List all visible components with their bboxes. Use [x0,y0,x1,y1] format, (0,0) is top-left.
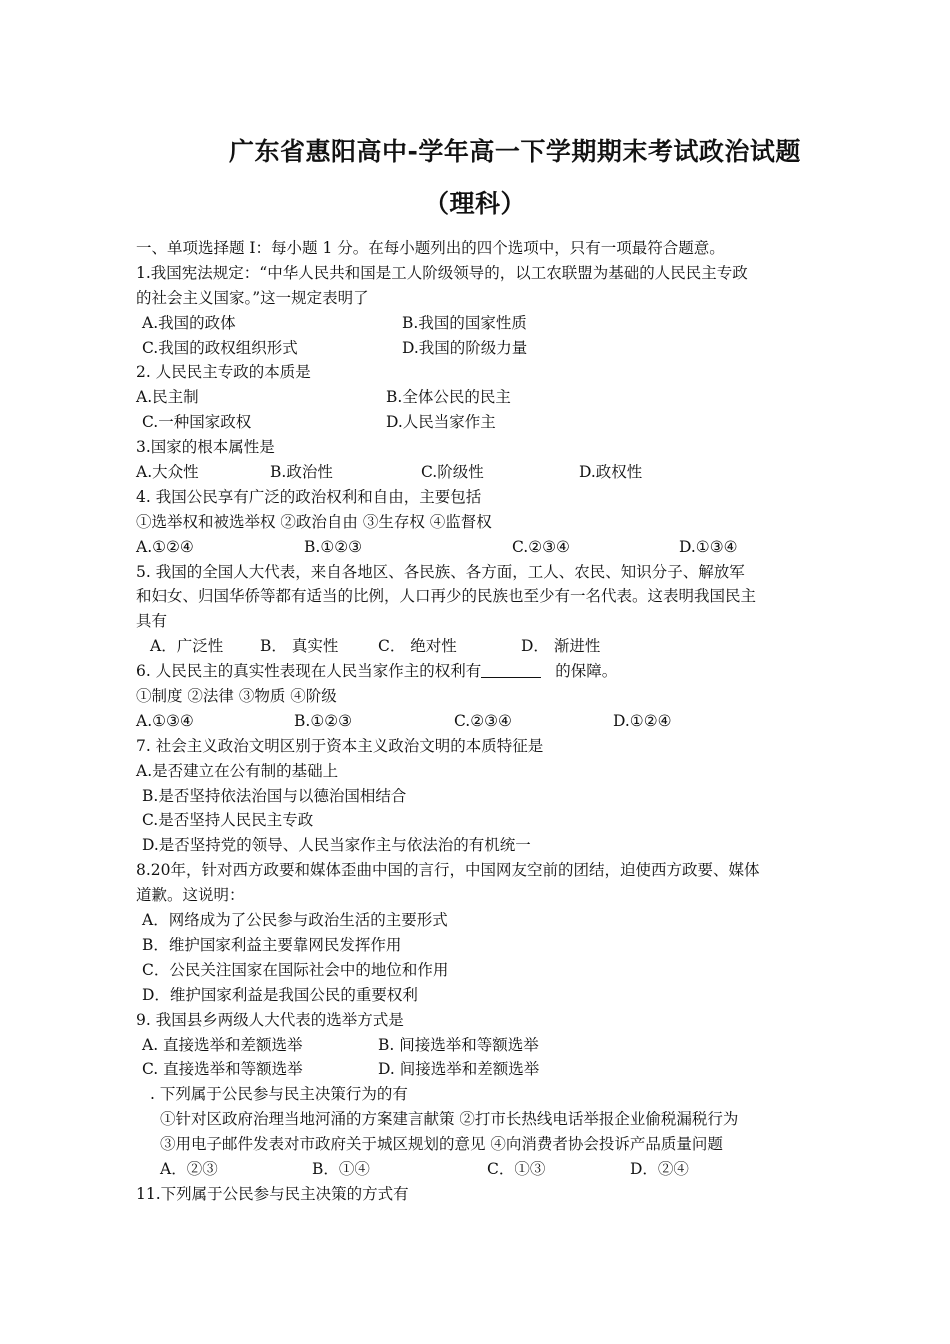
question-7-option-a: A.是否建立在公有制的基础上 [136,761,339,780]
question-7-option-d: D.是否坚持党的领导、人民当家作主与依法治的有机统一 [142,836,531,855]
question-1-options-row2 [136,336,826,361]
question-9-option-c: C. 直接选举和等额选举 [142,1060,303,1079]
question-2-option-a: A.民主制 [136,388,199,407]
question-8-option-d: D．维护国家利益是我国公民的重要权利 [142,985,418,1004]
question-10-items-line1: ①针对区政府治理当地河涌的方案建言献策 ②打市长热线电话举报企业偷税漏税行为 [160,1110,739,1129]
question-1-option-b: B.我国的国家性质 [402,313,527,332]
question-1-options-row1 [136,311,826,336]
question-8-option-c: C．公民关注国家在国际社会中的地位和作用 [142,960,449,979]
question-9-options-row1 [136,1033,826,1058]
question-2-options-row1 [136,385,826,410]
question-9-stem: 9. 我国县乡两级人大代表的选举方式是 [136,1010,404,1029]
question-6-option-b: B.①②③ [294,711,353,730]
question-3-stem: 3.国家的根本属性是 [136,438,275,457]
question-2-stem: 2. 人民民主专政的本质是 [136,363,311,382]
question-10-option-a: A．②③ [160,1159,218,1178]
question-8-stem-line2: 道歉。这说明： [136,886,245,905]
question-5-stem-line1: 5. 我国的全国人大代表，来自各地区、各民族、各方面，工人、农民、知识分子、解放军 [136,562,745,581]
question-3-option-d: D.政权性 [579,463,643,482]
question-8-option-a: A．网络成为了公民参与政治生活的主要形式 [142,911,448,930]
question-10-option-b: B．①④ [312,1159,370,1178]
question-5-options [136,634,826,659]
question-6-option-c: C.②③④ [454,711,512,730]
question-1-stem-line2: 的社会主义国家。”这一规定表明了 [136,288,369,307]
exam-content [136,236,826,1207]
question-9-options-row2 [136,1057,826,1082]
section-header: 一、单项选择题 I：每小题 1 分。在每小题列出的四个选项中，只有一项最符合题意。 [136,239,725,257]
question-11-stem: 11.下列属于公民参与民主决策的方式有 [136,1184,409,1203]
page-subtitle: （理科） [423,189,526,218]
question-1-option-c: C.我国的政权组织形式 [142,338,298,357]
question-6-blank [481,661,541,678]
question-4-option-b: B.①②③ [304,537,363,556]
question-10-items-line2: ③用电子邮件发表对市政府关于城区规划的意见 ④向消费者协会投诉产品质量问题 [160,1135,723,1154]
question-9-option-d: D. 间接选举和差额选举 [378,1060,540,1079]
question-5-option-a: A．广泛性 [150,637,224,656]
question-1-option-d: D.我国的阶级力量 [402,338,528,357]
question-6-stem-after: 的保障。 [555,662,618,681]
question-1-option-a: A.我国的政体 [142,313,236,332]
question-10-options [136,1157,826,1182]
question-7-option-b: B.是否坚持依法治国与以德治国相结合 [142,786,407,805]
question-4-option-a: A.①②④ [136,537,194,556]
question-7-stem: 7. 社会主义政治文明区别于资本主义政治文明的本质特征是 [136,736,544,755]
question-3-option-b: B.政治性 [270,463,333,482]
question-6-stem-before: 6. 人民民主的真实性表现在人民当家作主的权利有 [136,662,482,681]
question-6-option-a: A.①③④ [136,711,194,730]
question-6-options [136,709,826,734]
question-2-option-b: B.全体公民的民主 [386,388,511,407]
question-10-option-d: D．②④ [630,1159,689,1178]
question-2-option-d: D.人民当家作主 [386,413,496,432]
question-8-option-b: B．维护国家利益主要靠网民发挥作用 [142,935,402,954]
question-7-option-c: C.是否坚持人民民主专政 [142,811,314,830]
question-8-stem-line1: 8.20年，针对西方政要和媒体歪曲中国的言行，中国网友空前的团结，迫使西方政要、媒体 [136,861,760,880]
question-4-option-d: D.①③④ [679,537,738,556]
question-9-option-a: A. 直接选举和差额选举 [142,1035,303,1054]
question-4-options [136,535,826,560]
question-3-option-a: A.大众性 [136,463,199,482]
question-2-option-c: C.一种国家政权 [142,413,252,432]
question-6-items: ①制度 ②法律 ③物质 ④阶级 [136,687,337,706]
question-2-options-row2 [136,410,826,435]
question-1-stem-line1: 1.我国宪法规定：“中华人民共和国是工人阶级领导的，以工农联盟为基础的人民民主专政 [136,263,748,282]
question-6-option-d: D.①②④ [613,711,672,730]
question-5-stem-line2: 和妇女、归国华侨等都有适当的比例，人口再少的民族也至少有一名代表。这表明我国民主 [136,587,757,606]
question-5-option-d: D． 渐进性 [521,637,601,656]
page-title: 广东省惠阳高中-学年高一下学期期末考试政治试题 [229,137,801,166]
question-4-stem: 4. 我国公民享有广泛的政治权利和自由，主要包括 [136,487,482,506]
question-5-option-b: B． 真实性 [260,637,339,656]
question-4-items: ①选举权和被选举权 ②政治自由 ③生存权 ④监督权 [136,512,492,531]
question-10-option-c: C．①③ [487,1159,546,1178]
question-5-option-c: C． 绝对性 [378,637,457,656]
question-10-stem: . 下列属于公民参与民主决策行为的有 [150,1085,408,1104]
question-6-stem [136,659,826,684]
question-9-option-b: B. 间接选举和等额选举 [378,1035,539,1054]
question-3-options [136,460,826,485]
question-4-option-c: C.②③④ [512,537,570,556]
question-3-option-c: C.阶级性 [421,463,484,482]
question-5-stem-line3: 具有 [136,612,168,631]
